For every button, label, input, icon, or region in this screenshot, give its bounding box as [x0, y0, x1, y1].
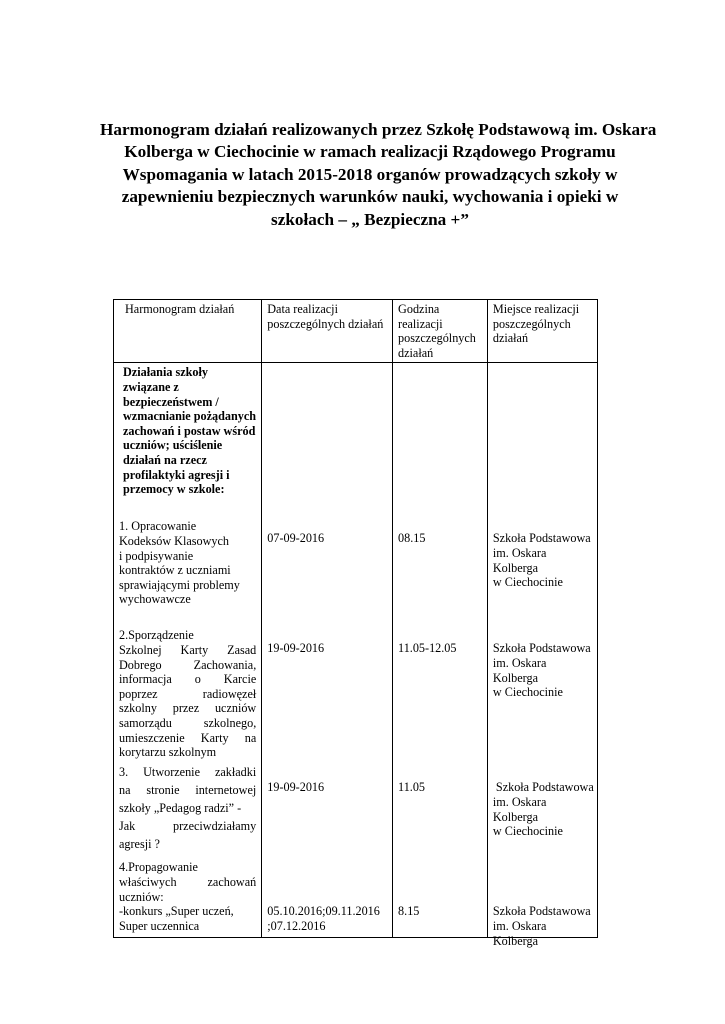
- date-3: 19-09-2016: [267, 780, 325, 795]
- place-4: Szkoła Podstawowa im. Oskara Kolberga: [492, 904, 591, 948]
- time-4: 8.15: [398, 904, 420, 919]
- date-4: 05.10.2016;09.11.2016 ;07.12.2016: [267, 904, 380, 933]
- time-3: 11.05: [398, 780, 426, 795]
- time-1: 08.15: [398, 531, 426, 546]
- title-line: Wspomagania w latach 2015-2018 organów prowadzących szkoły w: [122, 164, 618, 184]
- activities-cell: [114, 363, 262, 938]
- title-line: szkołach – „ Bezpieczna +”: [271, 209, 469, 229]
- title-line: zapewnieniu bezpiecznych warunków nauki, wychowania i opieki w: [121, 187, 619, 207]
- place-3: Szkoła Podstawowa im. Oskara Kolberga w Ciechocinie: [492, 780, 594, 839]
- places-cell: [487, 363, 597, 948]
- header-place: Miejsce realizacji poszczególnych działań: [487, 300, 597, 363]
- date-2: 19-09-2016: [267, 641, 325, 656]
- activity-4: 4.Propagowanie właściwych zachowań uczniów: -konkurs „Super uczeń, Super uczennica: [119, 860, 257, 933]
- activity-1: 1. Opracowanie Kodeksów Klasowych i podpisywanie kontraktów z uczniami sprawiającymi problemy wychowawcze: [119, 519, 240, 607]
- activity-3: 3. Utworzenie zakładki na stronie internetowej szkoły „Pedagog radzi” - Jak przeciwdziałamy agresji ?: [119, 765, 257, 851]
- place-1: Szkoła Podstawowa im. Oskara Kolberga w Ciechocinie: [492, 531, 591, 590]
- dates-cell: [262, 363, 393, 938]
- title-line: Kolberga w Ciechocinie w ramach realizacji Rządowego Programu: [124, 142, 616, 162]
- times-cell: [393, 363, 488, 938]
- place-2: Szkoła Podstawowa im. Oskara Kolberga w Ciechocinie: [492, 641, 591, 700]
- time-2: 11.05-12.05: [398, 641, 457, 656]
- header-schedule: Harmonogram działań: [114, 300, 262, 363]
- title-line: Harmonogram działań realizowanych przez Szkołę Podstawową im. Oskara: [100, 120, 657, 139]
- document-title: [100, 119, 657, 231]
- header-time: Godzina realizacji poszczególnych działań: [393, 300, 488, 363]
- table-header-row: [114, 300, 598, 363]
- activity-2: 2.Sporządzenie Szkolnej Karty Zasad Dobrego Zachowania, informacja o Karcie poprzez radiowęzeł szkolny przez uczniów samorządu szkolnego, umieszczenie Karty na korytarzu szkolnym: [119, 628, 257, 760]
- schedule-table: [113, 299, 598, 948]
- date-1: 07-09-2016: [267, 531, 325, 546]
- table-row: [114, 363, 598, 938]
- header-date: Data realizacji poszczególnych działań: [262, 300, 393, 363]
- section-title: Działania szkoły związane z bezpieczeństwem / wzmacnianie pożądanych zachowań i postaw wśród uczniów; uściślenie działań na rzecz profilaktyki agresji i przemocy w szkole:: [123, 365, 257, 497]
